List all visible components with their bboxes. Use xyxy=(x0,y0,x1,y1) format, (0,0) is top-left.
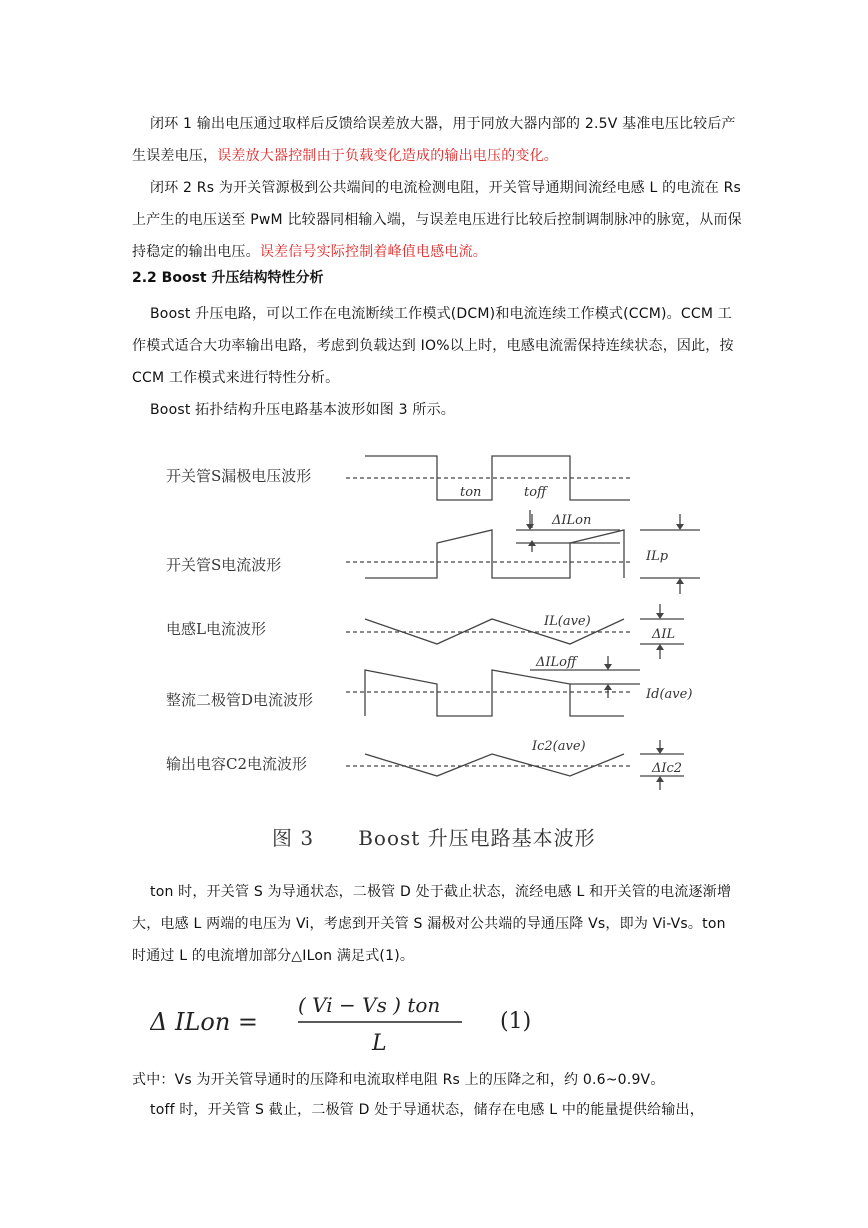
row-label-inductor-current: 电感L电流波形 xyxy=(166,620,266,638)
row-label-capacitor-current: 输出电容C2电流波形 xyxy=(166,755,308,773)
fig-intro-text: Boost 拓扑结构升压电路基本波形如图 3 所示。 xyxy=(150,402,455,418)
delta-ic2-lower-arrowhead xyxy=(656,776,664,782)
loop1-text: 闭环 1 输出电压通过取样后反馈给误差放大器，用于同放大器内部的 2.5V 基准电压比较后产生误差电压， xyxy=(132,116,736,164)
label-delta-ic2: ΔIc2 xyxy=(652,761,683,776)
equation-1 xyxy=(150,986,570,1056)
ton-text: ton 时，开关管 S 为导通状态，二极管 D 处于截止状态，流经电感 L 和开关管的电流逐渐增大，电感 L 两端的电压为 Vi，考虑到开关管 S 漏极对公共端的导通压降 Vs，即为 Vi-Vs。ton 时通过 L 的电流增加部分△ILon 满足式(1)。 xyxy=(132,884,732,964)
section-heading: 2.2 Boost 升压结构特性分析 xyxy=(132,270,324,286)
ilp-upper-arrowhead xyxy=(676,524,684,530)
label-delta-iloff: ΔILoff xyxy=(536,655,577,670)
figure-caption: 图 3 Boost 升压电路基本波形 xyxy=(272,826,596,850)
toff-text: toff 时，开关管 S 截止，二极管 D 处于导通状态，储存在电感 L 中的能量提供给输出， xyxy=(150,1102,704,1118)
label-ic2-ave: Ic2(ave) xyxy=(532,739,586,754)
label-il-ave: IL(ave) xyxy=(544,614,591,629)
paragraph-toff xyxy=(132,1094,742,1126)
equation-number: (1) xyxy=(500,1009,532,1034)
waveform-figure xyxy=(160,448,720,818)
paragraph-fig-intro xyxy=(132,394,742,426)
paragraph-ton xyxy=(132,876,742,972)
row-label-switch-current: 开关管S电流波形 xyxy=(166,556,282,574)
delta-iloff-upper-arrowhead xyxy=(604,664,612,670)
paragraph-loop1 xyxy=(132,108,742,172)
equation-numerator: ( Vi − Vs ) ton xyxy=(298,993,441,1017)
loop1-highlight: 误差放大器控制由于负载变化造成的输出电压的变化。 xyxy=(217,148,559,164)
paragraph-boost-modes xyxy=(132,298,742,394)
label-delta-il: ΔIL xyxy=(652,627,676,642)
delta-ic2-upper-arrowhead xyxy=(656,748,664,754)
row-label-drain-voltage: 开关管S漏极电压波形 xyxy=(166,467,312,485)
delta-il-lower-arrowhead xyxy=(656,644,664,650)
where-text: 式中：Vs 为开关管导通时的压降和电流取样电阻 Rs 上的压降之和，约 0.6~0.9V。 xyxy=(132,1072,665,1088)
diode-current-wave xyxy=(365,670,624,716)
switch-current-wave xyxy=(365,530,624,578)
capacitor-current-wave xyxy=(365,754,624,776)
ilp-lower-arrowhead xyxy=(676,578,684,584)
label-ton: ton xyxy=(460,485,482,500)
boost-modes-text: Boost 升压电路，可以工作在电流断续工作模式(DCM)和电流连续工作模式(CCM)。CCM 工作模式适合大功率输出电路，考虑到负载达到 IO%以上时，电感电流需保持连续状态，因此，按 CCM 工作模式来进行特性分析。 xyxy=(132,306,734,386)
label-id-ave: Id(ave) xyxy=(646,687,693,702)
label-ilp: ILp xyxy=(646,549,669,564)
paragraph-loop2 xyxy=(132,172,742,268)
loop2-highlight: 误差信号实际控制着峰值电感电流。 xyxy=(259,244,488,260)
delta-iloff-lower-arrowhead xyxy=(604,684,612,690)
equation-denominator: L xyxy=(372,1031,387,1056)
toff-arrowhead xyxy=(526,524,534,530)
label-toff: toff xyxy=(524,485,547,500)
label-delta-ilon: ΔILon xyxy=(552,513,592,528)
equation-lhs: Δ ILon = xyxy=(150,1008,259,1036)
loop2-text: 闭环 2 Rs 为开关管源极到公共端间的电流检测电阻，开关管导通期间流经电感 L 的电流在 Rs 上产生的电压送至 PwM 比较器同相输入端，与误差电压进行比较后控制调制脉冲的脉宽，从而保持稳定的输出电压。 xyxy=(132,180,742,260)
paragraph-where xyxy=(132,1064,742,1096)
row-label-diode-current: 整流二极管D电流波形 xyxy=(166,691,314,709)
delta-il-upper-arrowhead xyxy=(656,613,664,619)
